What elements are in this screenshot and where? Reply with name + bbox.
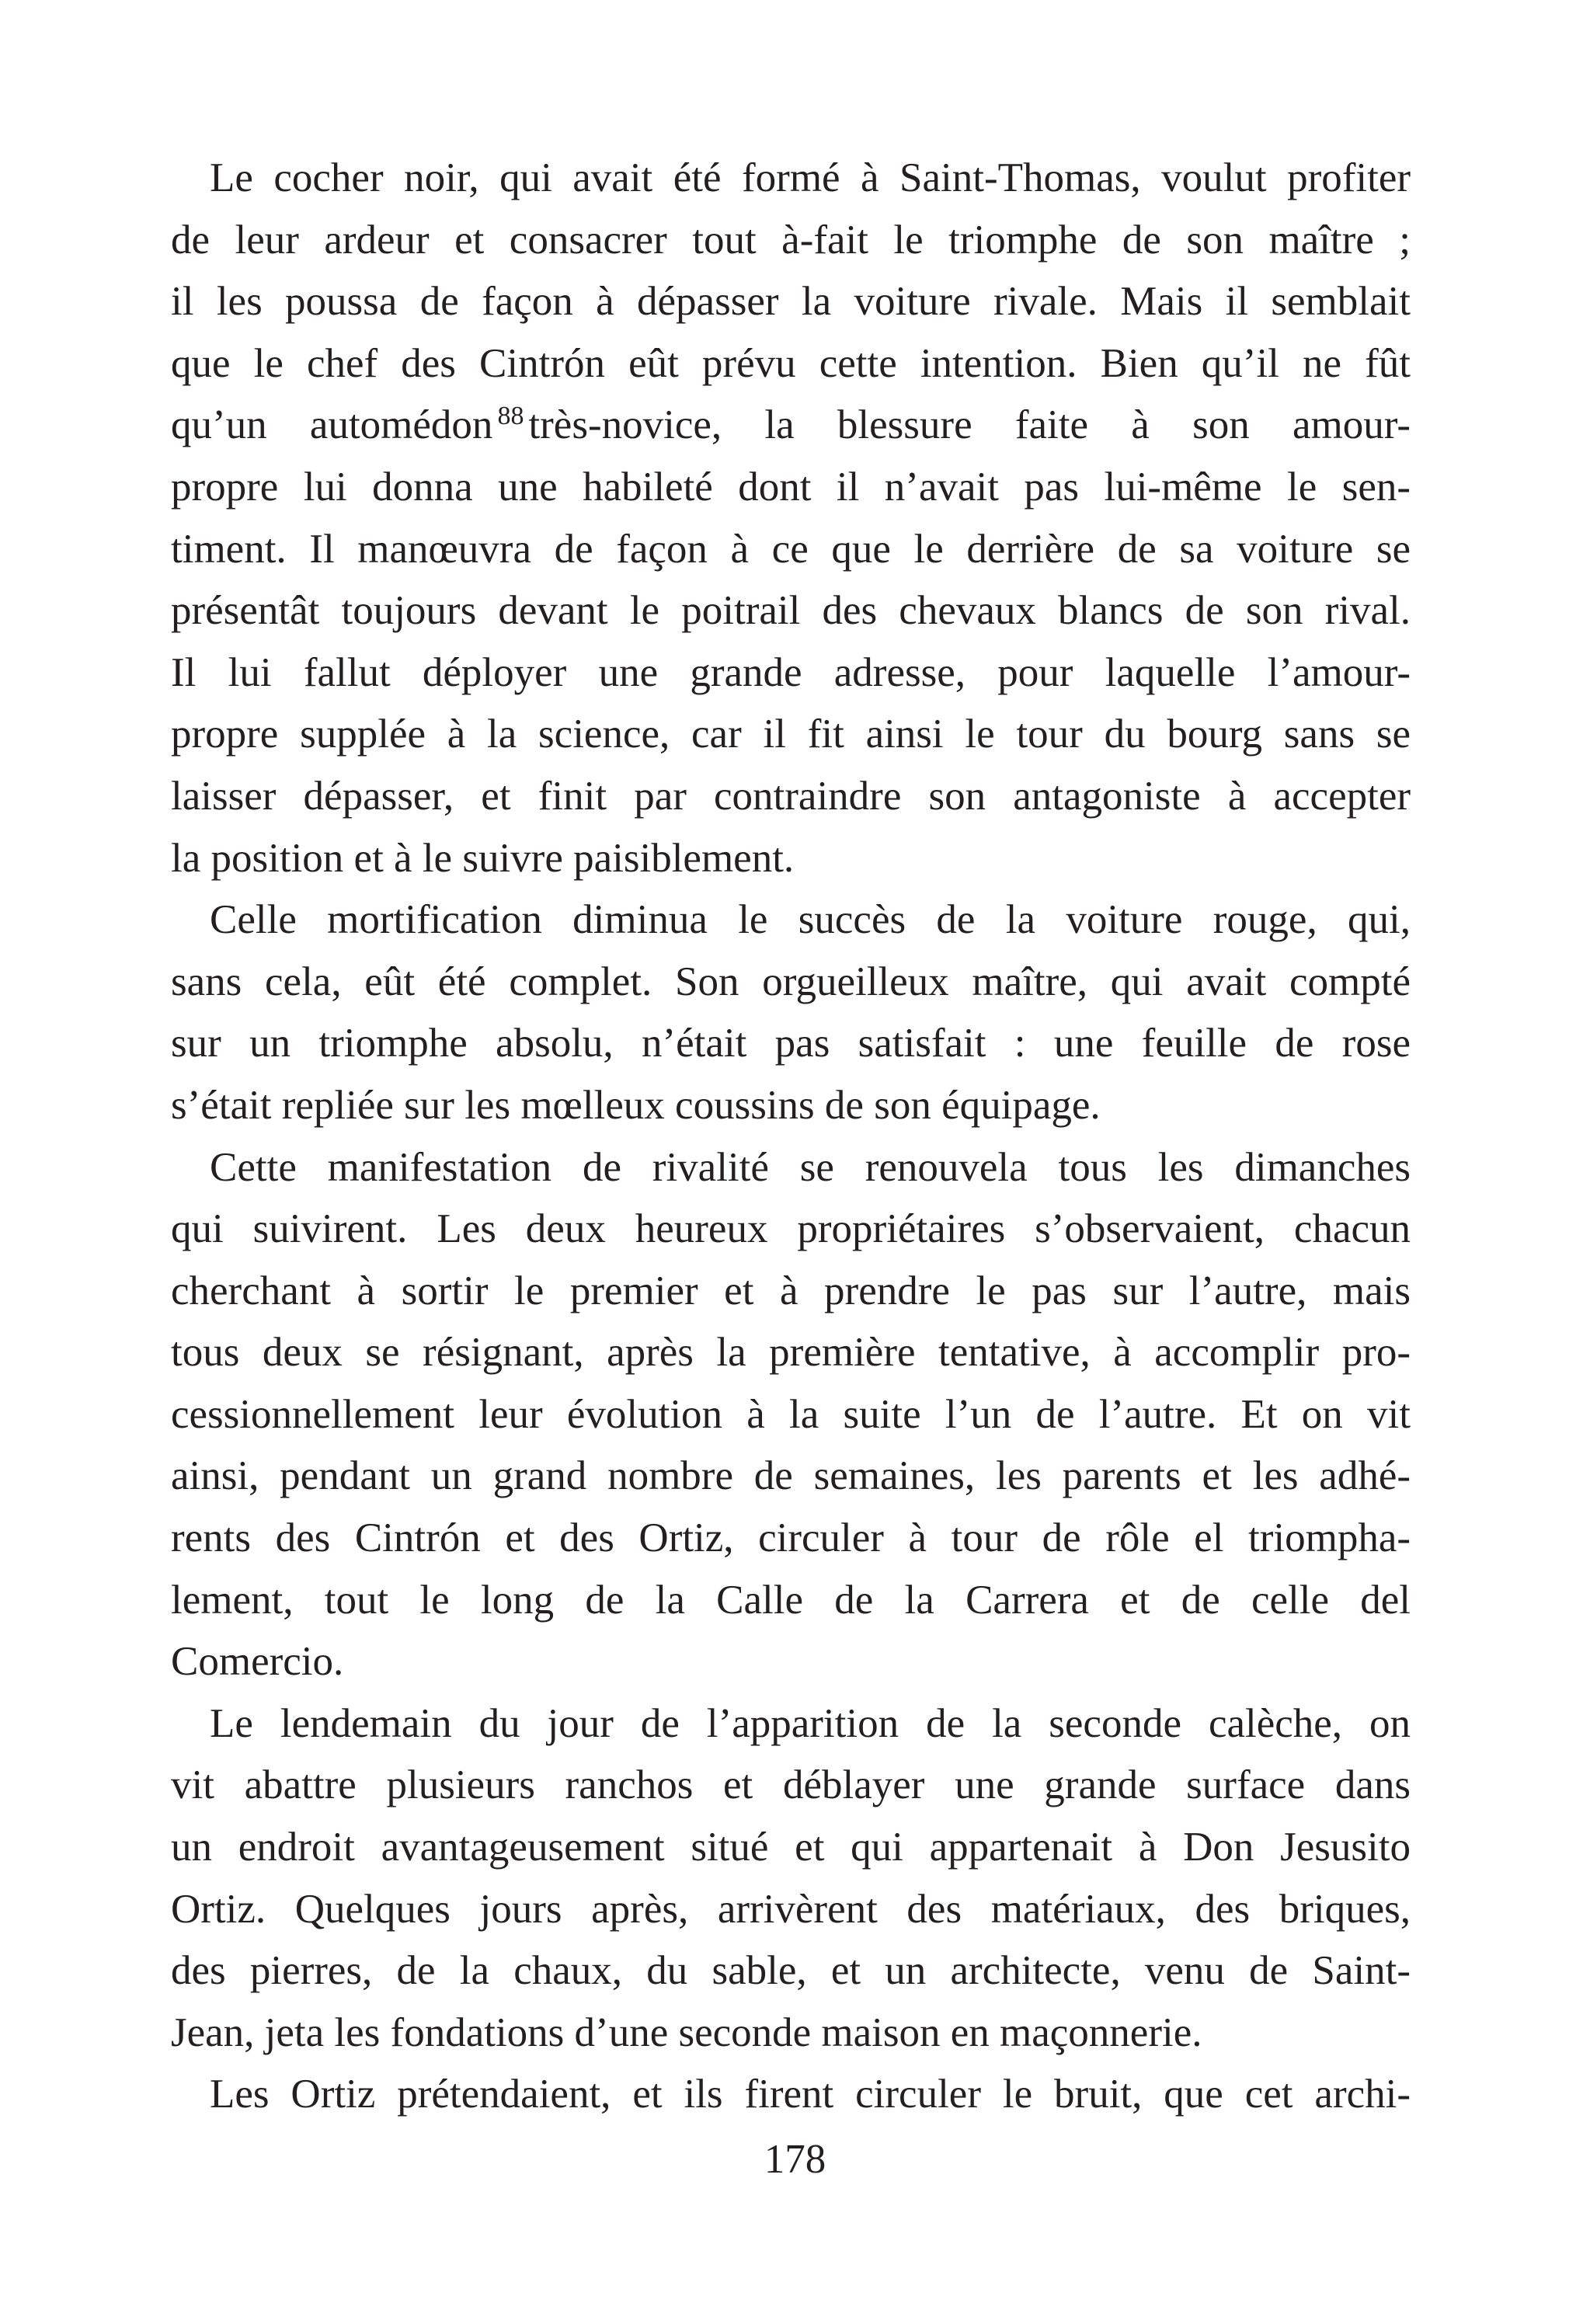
text-line: Cette manifestation de rivalité se renouvela tous les dimanches <box>210 1144 1411 1190</box>
text-line: sur un triomphe absolu, n’était pas satisfait : une feuille de rose <box>171 1021 1411 1066</box>
text-line: laisser dépasser, et finit par contraindre son antagoniste à accepter <box>171 773 1411 819</box>
text-line: Jean, jeta les fondations d’une seconde maison en maçonnerie. <box>171 2009 1202 2055</box>
text-segment: qu’un automédon <box>171 402 493 448</box>
paragraph <box>171 889 1411 1136</box>
text-line: Le cocher noir, qui avait été formé à Saint-Thomas, voulut profiter <box>210 155 1411 200</box>
paragraph <box>171 1137 1411 1693</box>
text-line: ainsi, pendant un grand nombre de semaines, les parents et les adhé- <box>171 1453 1411 1499</box>
text-line: cessionnellement leur évolution à la suite l’un de l’autre. Et on vit <box>171 1391 1411 1437</box>
text-line: Le lendemain du jour de l’apparition de la seconde calèche, on <box>210 1700 1411 1746</box>
text-line: la position et à le suivre paisiblement. <box>171 835 795 881</box>
text-line: des pierres, de la chaux, du sable, et un architecte, venu de Saint- <box>171 1948 1411 1994</box>
body-text <box>171 148 1411 2126</box>
paragraph <box>171 1693 1411 2065</box>
text-line: de leur ardeur et consacrer tout à-fait le triomphe de son maître ; <box>171 217 1411 263</box>
text-line: sans cela, eût été complet. Son orgueilleux maître, qui avait compté <box>171 958 1411 1004</box>
text-line: s’était repliée sur les mœlleux coussins de son équipage. <box>171 1082 1101 1128</box>
page-number: 178 <box>764 2137 826 2182</box>
text-line: Il lui fallut déployer une grande adresse, pour laquelle l’amour- <box>171 649 1411 695</box>
text-line: propre supplée à la science, car il fit ainsi le tour du bourg sans se <box>171 711 1411 757</box>
paragraph <box>171 2064 1411 2126</box>
paragraph <box>171 148 1411 889</box>
text-line: cherchant à sortir le premier et à prendre le pas sur l’autre, mais <box>171 1268 1411 1313</box>
text-line: Ortiz. Quelques jours après, arrivèrent des matériaux, des briques, <box>171 1886 1411 1932</box>
text-line: Les Ortiz prétendaient, et ils firent circuler le bruit, que cet archi- <box>210 2072 1411 2117</box>
text-line: que le chef des Cintrón eût prévu cette intention. Bien qu’il ne fût <box>171 340 1411 386</box>
text-line: un endroit avantageusement situé et qui appartenait à Don Jesusito <box>171 1825 1411 1870</box>
text-line: qui suivirent. Les deux heureux propriétaires s’observaient, chacun <box>171 1206 1411 1252</box>
text-line: rents des Cintrón et des Ortiz, circuler à tour de rôle el triompha- <box>171 1515 1411 1561</box>
text-line: propre lui donna une habileté dont il n’avait pas lui-même le sen- <box>171 464 1411 510</box>
text-line: il les poussa de façon à dépasser la voiture rivale. Mais il semblait <box>171 279 1411 325</box>
text-line <box>171 395 1411 457</box>
text-line: vit abattre plusieurs ranchos et déblayer une grande surface dans <box>171 1762 1411 1808</box>
text-line: timent. Il manœuvra de façon à ce que le derrière de sa voiture se <box>171 526 1411 572</box>
text-segment: très-novice, la blessure faite à son amour- <box>528 402 1411 448</box>
text-line: présentât toujours devant le poitrail des chevaux blancs de son rival. <box>171 588 1411 634</box>
text-line: lement, tout le long de la Calle de la Carrera et de celle del <box>171 1577 1411 1623</box>
footnote-marker[interactable]: 88 <box>497 402 524 431</box>
text-line: Comercio. <box>171 1639 344 1685</box>
text-line: Celle mortification diminua le succès de la voiture rouge, qui, <box>210 897 1411 943</box>
text-line: tous deux se résignant, après la première tentative, à accomplir pro- <box>171 1330 1411 1376</box>
